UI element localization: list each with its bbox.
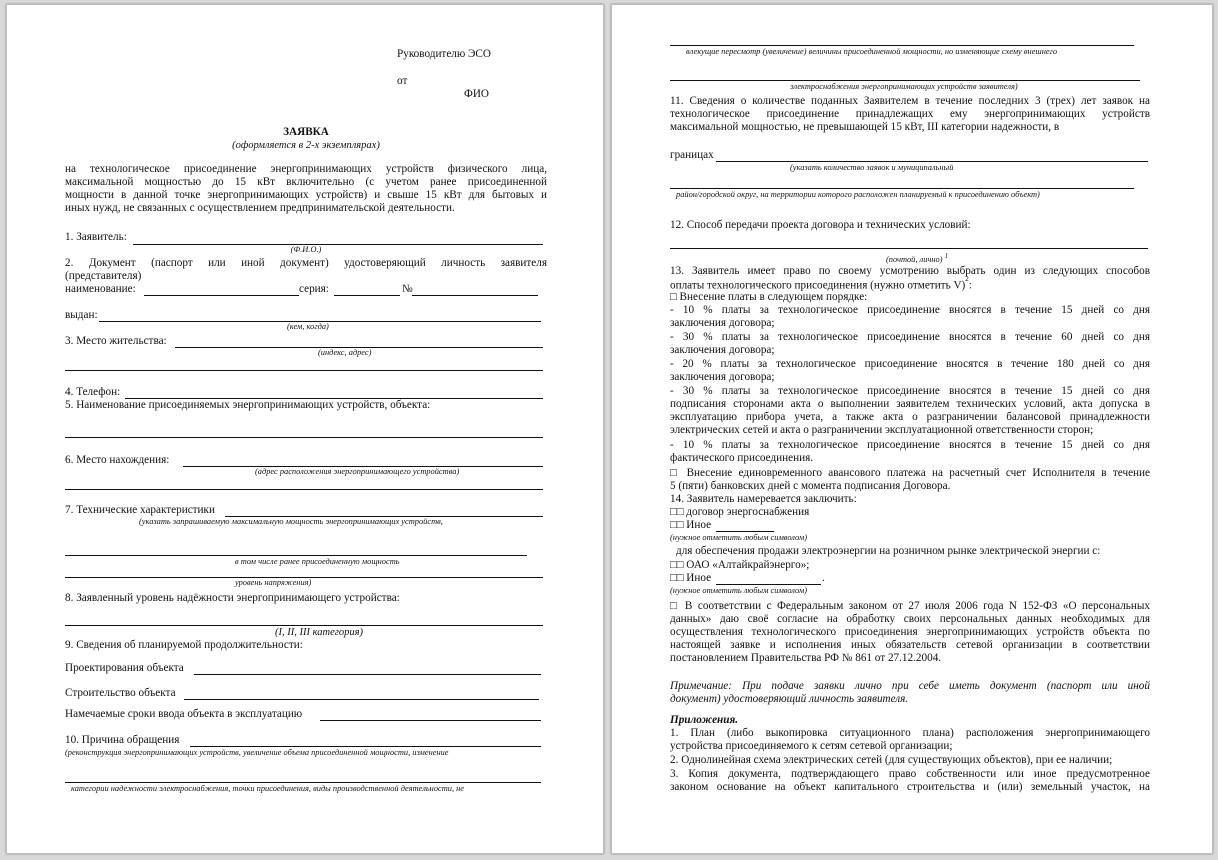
reason-label: 10. Причина обращения	[65, 734, 180, 746]
prior-applications-field-line[interactable]	[716, 161, 1148, 162]
attachment-2-line: 2. Однолинейная схема электрических сетей (для существующих объектов), при ее наличии;	[670, 754, 1113, 766]
tech-specs-hint: в том числе ранее присоединенную мощность	[235, 557, 400, 566]
duration-design-label: Проектирования объекта	[65, 662, 184, 674]
transfer-method-label: 12. Способ передачи проекта договора и технических условий:	[670, 219, 971, 231]
payment-term-30-act-line: - 30 % платы за технологическое присоединение вносятся в течение 15 дней со дня	[670, 385, 1150, 397]
reason-continued-hint: влекущие пересмотр (увеличение) величины присоединенной мощности, но изменяющие схему внешнего	[686, 47, 1058, 56]
phone-label: 4. Телефон:	[65, 386, 121, 398]
duration-construction-label: Строительство объекта	[65, 687, 176, 699]
location-field-line-2[interactable]	[65, 489, 543, 490]
attachments-title: Приложения.	[670, 714, 739, 726]
payment-term-20-line: заключения договора;	[670, 371, 775, 383]
reason-continued-field-line-2[interactable]	[670, 80, 1140, 81]
payment-term-10-actual-line: - 10 % платы за технологическое присоединение вносятся в течение 15 дней со дня	[670, 439, 1150, 451]
attachment-3-line: 3. Копия документа, подтверждающего право собственности или иное предусмотренное	[670, 768, 1150, 780]
document-title: ЗАЯВКА	[283, 126, 329, 138]
contract-other-field-line[interactable]	[716, 531, 774, 532]
tech-specs-hint: (указать запрашиваемую максимальную мощность энергопринимающих устройств,	[139, 517, 443, 526]
tech-specs-label: 7. Технические характеристики	[65, 504, 215, 516]
reason-continued-hint: электроснабжения энергопринимающих устройств заявителя)	[790, 82, 1018, 91]
document-issued-label: выдан:	[65, 309, 98, 321]
contract-option-supply[interactable]: □□ договор энергоснабжения	[670, 506, 810, 518]
consent-line: настоящей заявке и исполнения иных обязательств сетевой организации в соответствии	[670, 639, 1150, 651]
intro-line: на технологическое присоединение энергопринимающих устройств физического лица,	[65, 163, 547, 175]
document-subtitle: (оформляется в 2-х экземплярах)	[232, 140, 380, 151]
prior-applications-hint: район/городской округ, на территории которого расположен планируемый к присоединению объект)	[676, 190, 1040, 199]
payment-method-label-colon: :	[968, 279, 972, 292]
document-label: (представителя)	[65, 270, 142, 282]
payment-method-label-text: оплаты технологического присоединения (нужно отметить V)	[670, 279, 966, 292]
document-series-field-line[interactable]	[334, 295, 400, 296]
prior-applications-label: 11. Сведения о количестве поданных Заявителем в течение последних 3 (трех) лет заявок на	[670, 95, 1150, 107]
intro-line: иных нужд, не связанных с осуществлением предпринимательской деятельности.	[65, 202, 455, 214]
supplier-option-hint: (нужное отметить любым символом)	[670, 586, 808, 595]
payment-term-30-line: - 30 % платы за технологическое присоединение вносятся в течение 60 дней со дня	[670, 331, 1150, 343]
prior-applications-field-line-2[interactable]	[670, 188, 1134, 189]
reliability-hint: (I, II, III категория)	[275, 627, 363, 638]
consent-line: постановлением Правительства РФ № 861 от 27.12.2004.	[670, 652, 942, 664]
retail-supply-label: для обеспечения продажи электроэнергии на розничном рынке электрической энергии с:	[676, 545, 1101, 557]
intro-line: мощности в данной точке энергопринимающих устройств) и свыше 15 кВт для бытовых и	[65, 189, 547, 201]
consent-checkbox-line[interactable]: □ В соответствии с Федеральным законом от 27 июля 2006 года N 152-ФЗ «О персональных	[670, 600, 1150, 612]
document-name-field-line[interactable]	[144, 295, 299, 296]
tech-specs-field-line-2[interactable]	[65, 555, 527, 556]
duration-design-field-line[interactable]	[194, 674, 541, 675]
consent-line: осуществления технологического присоединения энергопринимающих устройств объекта по	[670, 626, 1150, 638]
attachment-1-line: устройства присоединяемого к сетям сетевой организации;	[670, 740, 953, 752]
payment-term-10-line: заключения договора;	[670, 317, 775, 329]
duration-commissioning-label: Намечаемые сроки ввода объекта в эксплуатацию	[65, 708, 303, 720]
location-hint: (адрес расположения энергопринимающего устройства)	[255, 467, 460, 476]
transfer-method-field-line[interactable]	[670, 248, 1148, 249]
payment-option-advance[interactable]: □ Внесение единовременного авансового платежа на расчетный счет Исполнителя в течение	[670, 467, 1150, 479]
applicant-hint: (Ф.И.О.)	[290, 245, 322, 254]
payment-option-installments[interactable]: □ Внесение платы в следующем порядке:	[670, 291, 868, 303]
supplier-option-altaikraienergo[interactable]: □□ ОАО «Алтайкрайэнерго»;	[670, 559, 810, 571]
payment-method-label: 13. Заявитель имеет право по своему усмотрению выбрать один из следующих способов	[670, 265, 1150, 277]
contract-intent-label: 14. Заявитель намеревается заключить:	[670, 493, 857, 505]
attachment-1-line: 1. План (либо выкопировка ситуационного плана) расположения энергопринимающего	[670, 727, 1150, 739]
prior-applications-label: максимальной мощностью, не превышающей 15 кВт, III категории надежности, в	[670, 121, 1060, 133]
residence-field-line-2[interactable]	[65, 370, 543, 371]
document-number-field-line[interactable]	[412, 295, 538, 296]
prior-applications-label: технологическое присоединение принадлежащих ему энергопринимающих устройств	[670, 108, 1150, 120]
prior-applications-hint: (указать количество заявок и муниципальный	[790, 163, 954, 172]
duration-label: 9. Сведения об планируемой продолжительности:	[65, 639, 303, 651]
tech-specs-hint: уровень напряжения)	[235, 578, 312, 587]
payment-term-30-act-line: эксплуатацию прибора учета, а также акта о разграничении балансовой принадлежности	[670, 411, 1150, 423]
reason-hint: категории надежности электроснабжения, точки присоединения, виды производственной деятельности, не	[71, 784, 465, 793]
contract-option-hint: (нужное отметить любым символом)	[670, 533, 808, 542]
note-line: Примечание: При подаче заявки лично при себе иметь документ (паспорт или иной	[670, 680, 1150, 692]
prior-applications-borders-label: границах	[670, 149, 714, 161]
attachment-3-line: законом основание на объект капитального строительства и (или) земельный участок, на	[670, 781, 1150, 793]
transfer-method-hint	[886, 251, 948, 265]
supplier-other-end: .	[822, 572, 825, 584]
payment-term-30-act-line: подписания сторонами акта о выполнении заявителем технических условий, акта допуска в	[670, 398, 1150, 410]
location-label: 6. Место нахождения:	[65, 454, 170, 466]
reason-field-line[interactable]	[190, 746, 541, 747]
footnote-2-marker: 2	[965, 275, 969, 283]
document-number-label: №	[402, 283, 413, 295]
duration-commissioning-field-line[interactable]	[320, 720, 541, 721]
payment-term-30-line: заключения договора;	[670, 344, 775, 356]
payment-term-30-act-line: электрических сетей и акта о разграничении эксплуатационной ответственности сторон;	[670, 424, 1094, 436]
document-label: 2. Документ (паспорт или иной документ) удостоверяющий личность заявителя	[65, 257, 547, 269]
header-from: от	[397, 75, 408, 87]
intro-line: максимальной мощностью до 15 кВт включительно (с учетом ранее присоединенной	[65, 176, 547, 188]
payment-term-10-actual-line: фактического присоединения.	[670, 452, 814, 464]
application-page-2	[611, 4, 1213, 854]
document-name-label: наименование:	[65, 283, 136, 295]
header-recipient: Руководителю ЭСО	[397, 48, 491, 60]
duration-construction-field-line[interactable]	[184, 699, 539, 700]
transfer-method-hint-text: (почтой, лично)	[886, 254, 943, 264]
document-series-label: серия:	[299, 283, 329, 295]
reliability-label: 8. Заявленный уровень надёжности энергопринимающего устройства:	[65, 592, 400, 604]
consent-line: данных» даю своё согласие на обработку своих персональных данных необходимых для	[670, 613, 1150, 625]
devices-label: 5. Наименование присоединяемых энергопринимающих устройств, объекта:	[65, 399, 431, 411]
header-fio: ФИО	[464, 88, 489, 100]
application-page-1	[6, 4, 604, 854]
note-line: документ) удостоверяющий личность заявителя.	[670, 693, 909, 705]
footnote-1-marker: 1	[944, 252, 949, 260]
payment-term-20-line: - 20 % платы за технологическое присоединение вносятся в течение 180 дней со дня	[670, 358, 1150, 370]
supplier-option-other[interactable]: □□ Иное	[670, 572, 712, 584]
residence-label: 3. Место жительства:	[65, 335, 167, 347]
payment-option-advance-line-2: 5 (пяти) банковских дней с момента подписания Договора.	[670, 480, 951, 492]
document-issued-hint: (кем, когда)	[287, 322, 329, 331]
reason-field-line-2[interactable]	[65, 782, 541, 783]
residence-hint: (индекс, адрес)	[318, 348, 372, 357]
reason-hint: (реконструкция энергопринимающих устройств, увеличение объема присоединенной мощности, изменение	[65, 748, 449, 757]
supplier-other-field-line[interactable]	[716, 584, 821, 585]
applicant-label: 1. Заявитель:	[65, 231, 127, 243]
reason-continued-field-line[interactable]	[670, 45, 1134, 46]
contract-option-other[interactable]: □□ Иное	[670, 519, 712, 531]
payment-term-10-line: - 10 % платы за технологическое присоединение вносятся в течение 15 дней со дня	[670, 304, 1150, 316]
devices-field-line[interactable]	[65, 437, 543, 438]
